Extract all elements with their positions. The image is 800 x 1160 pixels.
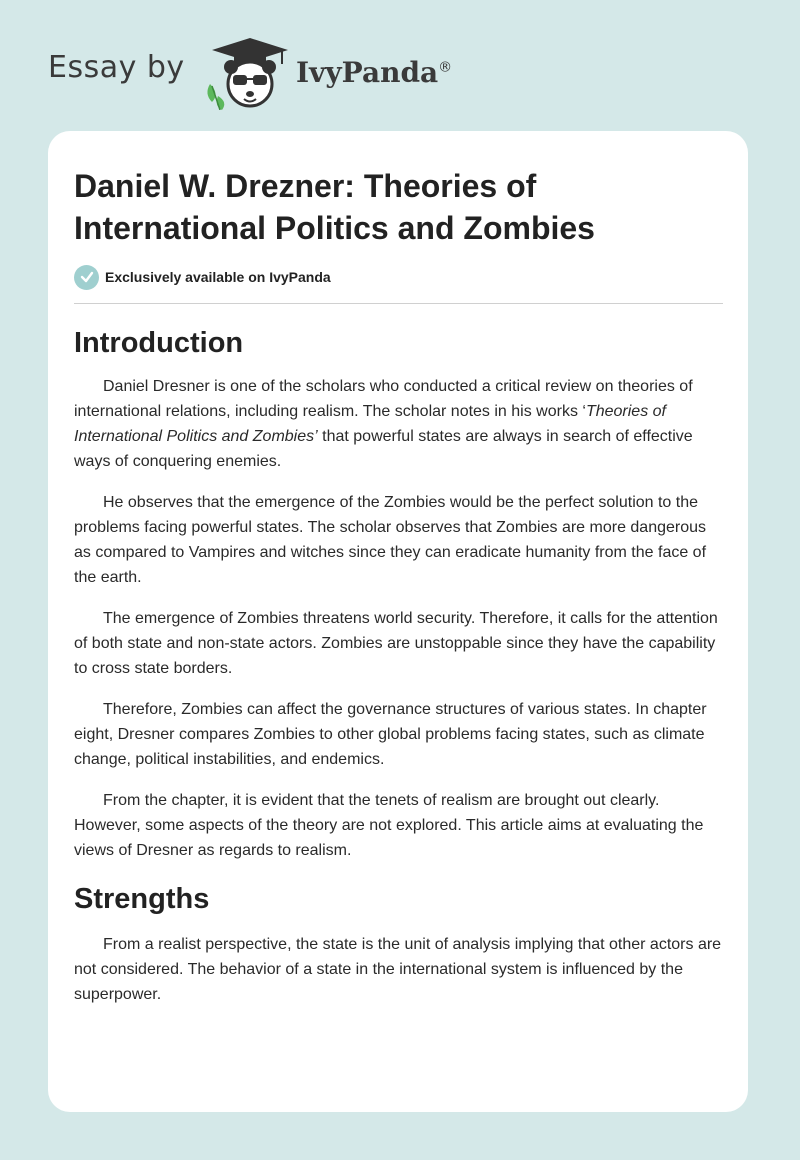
check-icon <box>74 265 99 290</box>
registered-mark: ® <box>438 59 453 76</box>
paragraph: From a realist perspective, the state is the unit of analysis implying that other actors are not considered. The behavior of a state in the international system is influenced by the superpower. <box>74 936 722 1003</box>
paragraph: He observes that the emergence of the Zombies would be the perfect solution to the problems facing powerful states. The scholar observes that Zombies are more dangerous as compared to Vampires and witches since they can eradicate humanity from the face of the earth. <box>74 494 707 586</box>
paragraph <box>74 374 724 474</box>
leaf-icon <box>207 84 224 110</box>
essay-by-label: Essay by <box>48 50 185 85</box>
paragraph-text: Daniel Dresner is one of the scholars who conducted a critical review on theories of international relations, including realism. The scholar notes in his works ‘ <box>74 378 693 420</box>
article-card <box>48 131 748 1112</box>
panda-graduate-logo-icon[interactable] <box>202 36 292 110</box>
paragraph: The emergence of Zombies threatens world security. Therefore, it calls for the attention of both state and non-state actors. Zombies are unstoppable since they have the capability to cross state borders. <box>74 610 718 677</box>
paragraph: Therefore, Zombies can affect the governance structures of various states. In chapter eight, Dresner compares Zombies to other global problems facing states, such as climate change, political instabilities, and endemics. <box>74 701 707 768</box>
article-body <box>74 323 724 1023</box>
site-header <box>48 36 548 110</box>
paragraph-text: that powerful states are always in search of effective ways of conquering enemies. <box>74 428 693 470</box>
title-divider <box>74 303 723 304</box>
brand-name[interactable] <box>296 56 452 89</box>
section-heading-strengths: Strengths <box>74 883 210 915</box>
exclusive-badge <box>74 264 331 290</box>
brand-text[interactable]: IvyPanda <box>296 56 439 89</box>
exclusive-badge-label: Exclusively available on IvyPanda <box>105 269 331 285</box>
work-title-italic: Theories of International Politics and Zombies’ <box>74 403 666 445</box>
paragraph: From the chapter, it is evident that the tenets of realism are brought out clearly. However, some aspects of the theory are not explored. This article aims at evaluating the views of Dresner as regards to realism. <box>74 792 704 859</box>
section-heading-introduction: Introduction <box>74 327 244 359</box>
article-title: Daniel W. Drezner: Theories of International Politics and Zombies <box>74 168 595 246</box>
